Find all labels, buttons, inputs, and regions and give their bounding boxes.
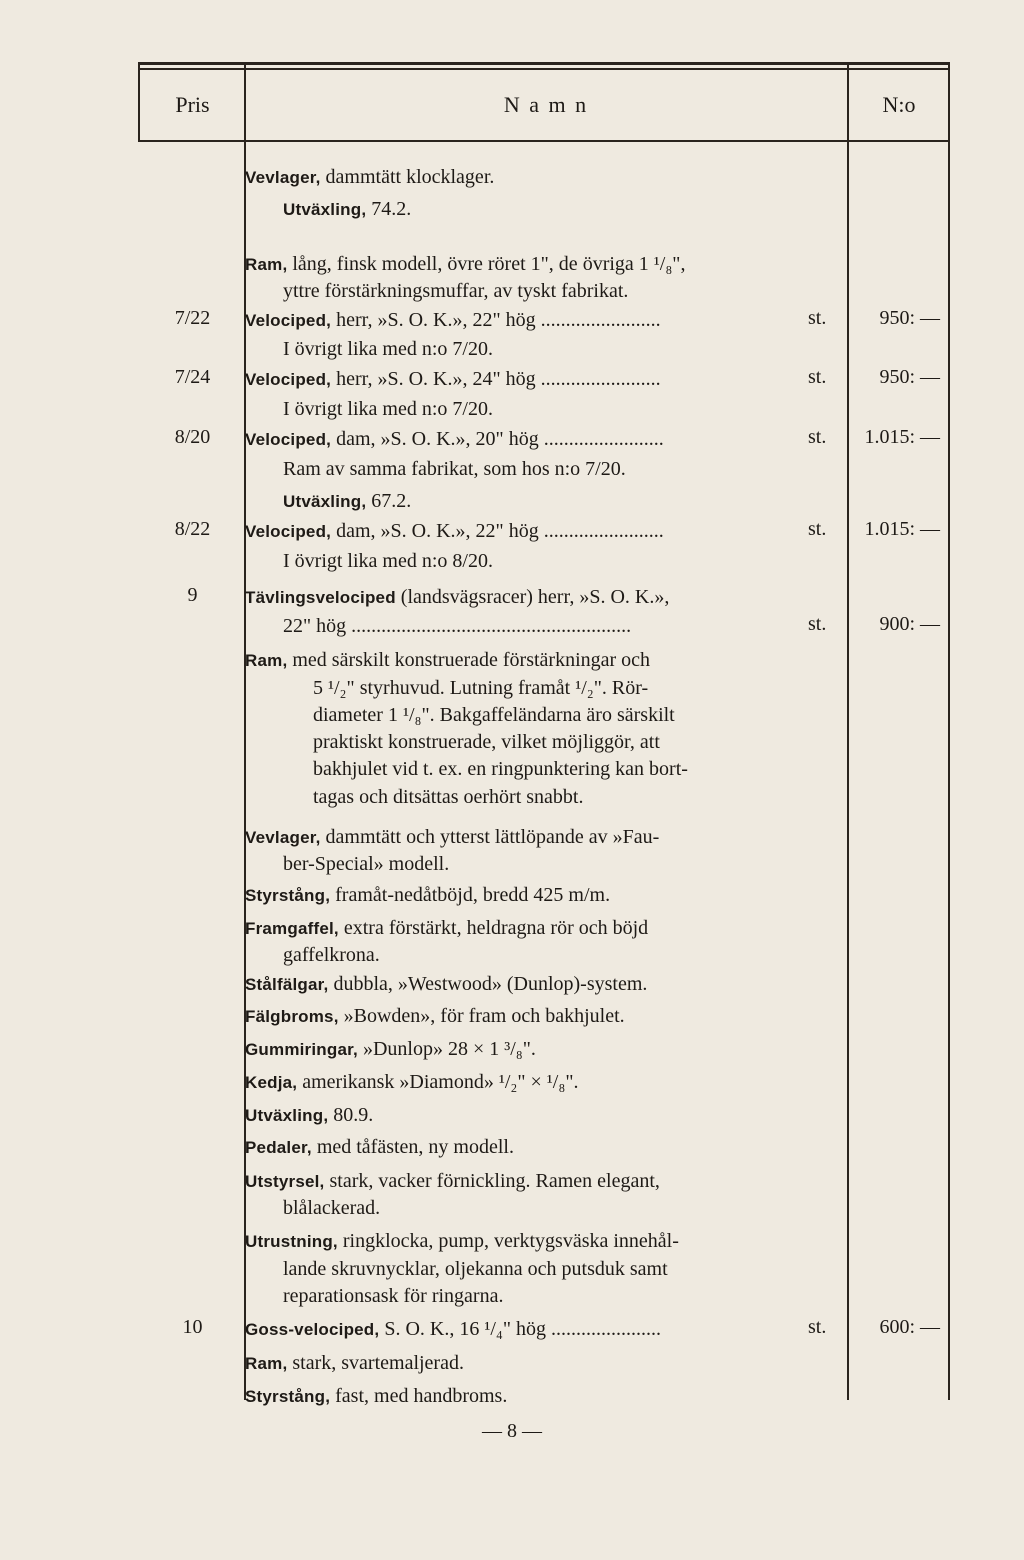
line-text: ringklocka, pump, verktygsväska innehål-: [337, 1230, 679, 1252]
line-text: tagas och ditsättas oerhört snabbt.: [313, 786, 584, 808]
row-number: 900: —: [879, 613, 940, 635]
top-rule: [138, 62, 950, 65]
last-row-number: 600: —: [879, 1316, 940, 1338]
spec-line: [245, 1168, 845, 1195]
line-text: diameter 1 ¹/₈". Bakgaffeländarna äro särskilt: [313, 704, 675, 726]
term-label: Goss-velociped,: [245, 1320, 380, 1339]
line-text: dammtätt och ytterst lättlöpande av »Fau-: [320, 826, 660, 848]
term-label: Vevlager,: [245, 168, 321, 187]
line-text: S. O. K., 16 ¹/₄" hög ......................: [379, 1318, 662, 1340]
term-label: Gummiringar,: [245, 1040, 358, 1059]
spec-line: [245, 971, 845, 998]
line-text: I övrigt lika med n:o 8/20.: [283, 550, 493, 572]
last-row-line: [245, 1316, 845, 1343]
term-label: Styrstång,: [245, 1387, 331, 1406]
spec-line: [313, 675, 913, 701]
spec-line: [245, 824, 845, 851]
line-text: amerikansk »Diamond» ¹/₂" × ¹/₈".: [297, 1071, 579, 1093]
spec-line: [313, 784, 913, 810]
header-pris: Pris: [175, 92, 210, 117]
row-unit: st.: [808, 518, 827, 540]
row-number: 1.015: —: [864, 426, 940, 448]
line-text: framåt-nedåtböjd, bredd 425 m/m.: [330, 884, 611, 906]
line-text: praktiskt konstruerade, vilket möjliggör, att: [313, 731, 660, 753]
spec-line: [283, 1195, 883, 1221]
term-label: Fälgbroms,: [245, 1007, 339, 1026]
row-unit: st.: [808, 613, 827, 635]
last-row-line: [245, 1383, 845, 1410]
line-text: dammtätt klocklager.: [320, 166, 495, 188]
line-text: 67.2.: [366, 490, 412, 512]
row-unit: st.: [808, 426, 827, 448]
row-pris: 9: [187, 584, 198, 606]
row-line: [245, 251, 845, 278]
spec-line: [313, 756, 913, 782]
spec-line: [283, 942, 883, 968]
line-text: gaffelkrona.: [283, 944, 380, 966]
term-label: Ram,: [245, 255, 288, 274]
spec-line: [245, 1003, 845, 1030]
term-label: Ram,: [245, 651, 288, 670]
line-text: med särskilt konstruerade förstärkningar och: [287, 649, 651, 671]
spec-line: [245, 1228, 845, 1255]
term-label: Stålfälgar,: [245, 975, 329, 994]
term-label: Velociped,: [245, 311, 332, 330]
term-label: Styrstång,: [245, 886, 331, 905]
row-unit: st.: [808, 307, 827, 329]
row-number: 1.015: —: [864, 518, 940, 540]
row-pris: 7/24: [174, 366, 211, 388]
term-label: Velociped,: [245, 522, 332, 541]
line-text: dam, »S. O. K.», 20" hög ........................: [331, 428, 664, 450]
row-number: 950: —: [879, 307, 940, 329]
line-text: dubbla, »Westwood» (Dunlop)-system.: [328, 973, 648, 995]
row-unit: st.: [808, 366, 827, 388]
row-number: 950: —: [879, 366, 940, 388]
line-text: blålackerad.: [283, 1197, 381, 1219]
row-pris: 7/22: [174, 307, 211, 329]
row-line: [245, 518, 805, 545]
line-text: 5 ¹/₂" styrhuvud. Lutning framåt ¹/₂". Rör-: [313, 677, 649, 699]
line-text: stark, svartemaljerad.: [287, 1352, 464, 1374]
header-rule: [138, 140, 950, 142]
row-pris: 8/22: [174, 518, 211, 540]
term-label: Framgaffel,: [245, 919, 339, 938]
row-line: [283, 456, 883, 482]
line-text: bakhjulet vid t. ex. en ringpunktering kan bort-: [313, 758, 688, 780]
column-divider-right: [948, 65, 950, 1400]
row-pris: 8/20: [174, 426, 211, 448]
line-text: extra förstärkt, heldragna rör och böjd: [338, 917, 649, 939]
line-text: I övrigt lika med n:o 7/20.: [283, 338, 493, 360]
line-text: yttre förstärkningsmuffar, av tyskt fabrikat.: [283, 280, 629, 302]
line-text: 22" hög ........................................................: [283, 615, 632, 637]
spec-line: [245, 1069, 845, 1096]
spec-line: [245, 915, 845, 942]
line-text: fast, med handbroms.: [330, 1385, 508, 1407]
line-text: herr, »S. O. K.», 24" hög ........................: [331, 368, 661, 390]
header-no: N:o: [882, 92, 916, 117]
term-label: Utväxling,: [283, 200, 367, 219]
row-line: [245, 584, 805, 611]
line-text: Ram av samma fabrikat, som hos n:o 7/20.: [283, 458, 626, 480]
line-text: 80.9.: [328, 1104, 374, 1126]
term-label: Utväxling,: [245, 1106, 329, 1125]
spec-line: [283, 1256, 883, 1282]
row-line: [245, 164, 845, 191]
term-label: Utrustning,: [245, 1232, 338, 1251]
row-line: [245, 426, 805, 453]
page-number: — 8 —: [482, 1420, 542, 1442]
term-label: Ram,: [245, 1354, 288, 1373]
row-line: [283, 336, 883, 362]
term-label: Kedja,: [245, 1073, 298, 1092]
spec-line: [245, 1036, 845, 1063]
row-line: [283, 196, 883, 223]
spec-line: [313, 702, 913, 728]
line-text: I övrigt lika med n:o 7/20.: [283, 398, 493, 420]
spec-line: [313, 729, 913, 755]
line-text: 74.2.: [366, 198, 412, 220]
line-text: herr, »S. O. K.», 22" hög ........................: [331, 309, 661, 331]
spec-line: [283, 851, 883, 877]
term-label: Vevlager,: [245, 828, 321, 847]
row-line: [245, 366, 805, 393]
term-label: Tävlingsvelociped: [245, 588, 396, 607]
row-line: [283, 613, 883, 639]
line-text: stark, vacker förnickling. Ramen elegant,: [324, 1170, 660, 1192]
term-label: Utväxling,: [283, 492, 367, 511]
row-line: [283, 396, 883, 422]
line-text: (landsvägsracer) herr, »S. O. K.»,: [395, 586, 670, 608]
line-text: »Dunlop» 28 × 1 ³/₈".: [357, 1038, 536, 1060]
row-line: [283, 278, 883, 304]
last-row-pris: 10: [182, 1316, 203, 1338]
line-text: reparationsask för ringarna.: [283, 1285, 504, 1307]
spec-line: [245, 1134, 845, 1161]
spec-line: [245, 1102, 845, 1129]
line-text: lande skruvnycklar, oljekanna och putsduk samt: [283, 1258, 668, 1280]
term-label: Pedaler,: [245, 1138, 312, 1157]
term-label: Velociped,: [245, 370, 332, 389]
row-line: [283, 488, 883, 515]
line-text: ber-Special» modell.: [283, 853, 450, 875]
last-row-line: [245, 1350, 845, 1377]
spec-line: [283, 1283, 883, 1309]
line-text: »Bowden», för fram och bakhjulet.: [338, 1005, 625, 1027]
header-namn: N a m n: [503, 92, 589, 117]
spec-line: [245, 647, 845, 674]
line-text: med tåfästen, ny modell.: [311, 1136, 514, 1158]
top-rule-thin: [138, 68, 950, 70]
row-line: [283, 548, 883, 574]
term-label: Velociped,: [245, 430, 332, 449]
last-row-unit: st.: [808, 1316, 827, 1338]
line-text: dam, »S. O. K.», 22" hög ........................: [331, 520, 664, 542]
spec-line: [245, 882, 845, 909]
term-label: Utstyrsel,: [245, 1172, 325, 1191]
row-line: [245, 307, 805, 334]
line-text: lång, finsk modell, övre röret 1", de övriga 1 ¹/₈",: [287, 253, 686, 275]
